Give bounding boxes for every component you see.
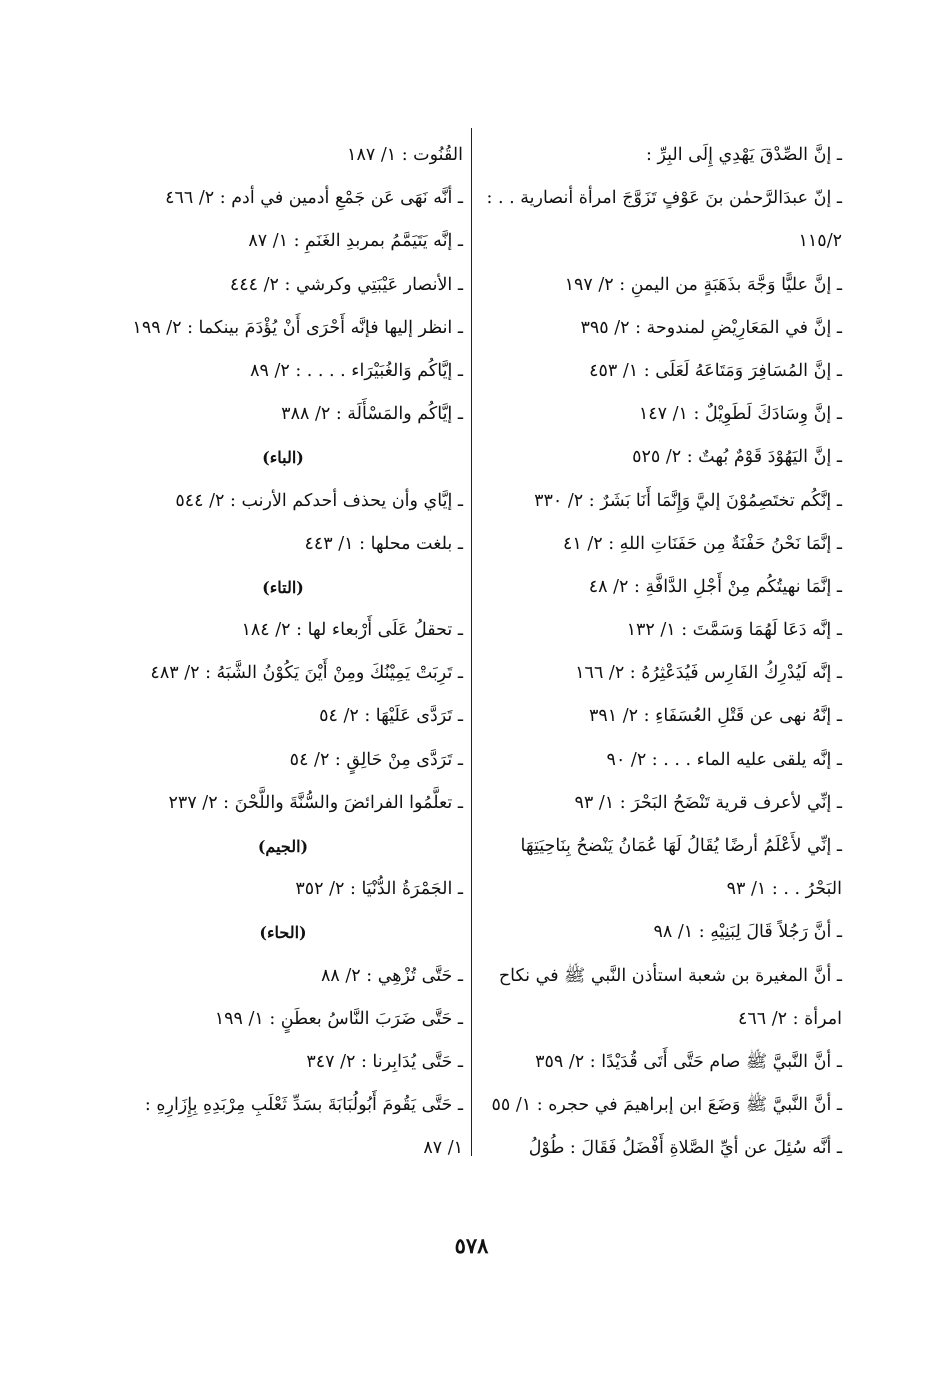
- index-entry: ـ إنَّكُم تختَصِمُوْنَ إليَّ وَإِنَّمَا أَنَا بَشَرٌ : ٢/ ٣٣٠: [534, 490, 842, 511]
- index-entry: ـ إنَّ وِسَادَكَ لَطَوِيْلٌ : ١/ ١٤٧: [638, 404, 842, 425]
- index-entry: ـ بلغت محلها : ١/ ٤٤٣: [304, 533, 463, 554]
- index-entry: ـ تَرَدَّى مِنْ حَالِقٍ : ٢/ ٥٤: [289, 749, 463, 770]
- index-entry: ـ تَرِبَتْ يَمِيْنُكَ ومِنْ أَيْنَ يَكُوْنُ الشَّبَهُ : ٢/ ٤٨٣: [150, 663, 463, 684]
- index-entry: ـ تعلَّمُوا الفرائضَ والسُّنَّةَ واللَّحْنَ : ٢/ ٢٣٧: [168, 792, 463, 813]
- index-entry: ١١٥/٢: [798, 231, 842, 252]
- section-heading: (التاء): [262, 577, 304, 597]
- index-entry: ـ إنَّمَا نَحْنُ حَفْنَةٌ مِن حَفَنَاتِ اللهِ : ٢/ ٤١: [562, 533, 842, 554]
- index-entry: ـ إنَّمَا نهيتُكُم مِنْ أَجْلِ الدَّافَّةِ : ٢/ ٤٨: [588, 576, 842, 597]
- index-entry: ـ إنَّ في المَعَارِيْضِ لمندوحة : ٢/ ٣٩٥: [580, 317, 842, 338]
- index-entry: امرأة : ٢/ ٤٦٦: [737, 1008, 842, 1029]
- index-entry: ـ إنَّه يلقى عليه الماء . . . : ٢/ ٩٠: [606, 749, 842, 770]
- index-entry: ـ تَرَدَّى عَلَيْهَا : ٢/ ٥٤: [319, 706, 463, 727]
- index-entry: ـ حَتَّى يَقُومَ أَبُولُبَابَةَ بسَدِّ ثَعْلَبِ مِرْبَدِهِ بِإِزَارِهِ :: [144, 1095, 463, 1116]
- index-entry: ـ حَتَّى تُزْهِي : ٢/ ٨٨: [321, 965, 463, 986]
- index-entry: ـ إنّ عبدَالرَّحمٰن بنَ عَوْفٍ تَزَوَّجَ امرأة أنصارية . . :: [486, 188, 842, 209]
- index-entry: ـ أنَّه سُئِلَ عن أيِّ الصَّلاةِ أَفْضَلُ فَقَالَ : طُوْلُ: [528, 1138, 842, 1159]
- index-entry: ـ إنَّه يَتَيَمَّمُ بمربدِ الغَنَمِ : ١/ ٨٧: [248, 231, 463, 252]
- index-entry: ـ تحقلُ عَلَى أَرْبعاء لها : ٢/ ١٨٤: [241, 620, 463, 641]
- index-entry: ـ حَتَّى ضَرَبَ النَّاسُ بعطَنٍ : ١/ ١٩٩: [214, 1008, 463, 1029]
- index-entry: ـ الأنصار عَيْبَتِي وكرشي : ٢/ ٤٤٤: [229, 274, 463, 295]
- index-entry: ـ إيَّاكُم وَالغُبَيْرَاء . . . . : ٢/ ٨٩: [250, 360, 463, 381]
- index-entry: ـ إنَّ المُسَافِرَ وَمَتَاعَهُ لَعَلَى : ١/ ٤٥٣: [589, 360, 842, 381]
- section-heading: (الباء): [262, 448, 304, 468]
- index-entry: ـ إنَّه دَعَا لَهُمَا وَسَمَّتَ : ١/ ١٣٢: [626, 620, 842, 641]
- column-divider: [471, 128, 472, 1156]
- index-entry: ـ إنَّه لَيُدْرِكُ الفَارِس فَيُدَعْثِرُهُ : ٢/ ١٦٦: [575, 663, 842, 684]
- section-heading: (الحاء): [259, 923, 307, 943]
- section-heading: (الجيم): [257, 837, 309, 856]
- index-entry: القُنُوت : ١/ ١٨٧: [347, 145, 463, 165]
- index-entry: ١/ ٨٧: [423, 1138, 463, 1159]
- left-column: [103, 134, 463, 1171]
- index-entry: ـ إنَّ الصِّدْقَ يَهْدِي إِلَى البِرِّ :: [646, 145, 842, 165]
- index-entry: ـ أنَّ النَّبيَّ ﷺ صام حَتَّى أَتَى قُدَيْدًا : ٢/ ٣٥٩: [535, 1051, 842, 1072]
- index-entry: ـ إيَّاكُم والمَسْأَلَة : ٢/ ٣٨٨: [281, 404, 463, 425]
- index-entry: ـ الجَمْرَةُ الدُّنْيَا : ٢/ ٣٥٢: [295, 879, 463, 900]
- index-entry: ـ إنِّي لأعرف قرية تَنْضَحُ البَحْرَ : ١/ ٩٣: [574, 792, 842, 813]
- index-entry: ـ إنَّ عليًّا وَجَّهَ بذَهَبَةٍ من اليمنِ : ٢/ ١٩٧: [564, 274, 842, 295]
- index-entry: ـ أنَّ المغيرة بن شعبة استأذن النَّبي ﷺ في نكاح: [498, 965, 842, 986]
- index-entry: ـ أنَّه نَهَى عَن جَمْعِ أدمين في أدم : ٢/ ٤٦٦: [165, 188, 463, 209]
- index-entry: ـ حَتَّى يُدَابِرنا : ٢/ ٣٤٧: [306, 1051, 463, 1072]
- page-number: ٥٧٨: [454, 1233, 489, 1258]
- index-entry: ـ أنَّ النَّبيَّ ﷺ وَضَعَ ابن إبراهيمَ في حجره : ١/ ٥٥: [491, 1095, 842, 1116]
- index-entry: ـ انظر إليها فإنَّه أَحْرَى أَنْ يُؤْدَمَ بينكما : ٢/ ١٩٩: [132, 317, 463, 338]
- index-entry: ـ أنَّ رَجُلاً قَالَ لِبَنِيْهِ : ١/ ٩٨: [653, 922, 842, 943]
- index-entry: ـ إنِّي لأَعْلَمُ أرضًا يُقَالُ لَهَا عُمَانُ يَنْضحُ بِنَاحِيَتِهَا: [520, 836, 842, 856]
- index-entry: ـ إيَّاي وأن يحذف أحدكم الأرنب : ٢/ ٥٤٤: [175, 490, 463, 511]
- index-entry: ـ إنَّهُ نهى عن قَتْلِ العُسَفَاءِ : ٢/ ٣٩١: [588, 706, 842, 727]
- index-entry: ـ إنَّ اليَهُوْدَ قَوْمٌ بُهتٌ : ٢/ ٥٢٥: [632, 447, 842, 468]
- right-column: [486, 134, 842, 1171]
- index-entry: البَحْرُ . . : ١/ ٩٣: [726, 879, 842, 900]
